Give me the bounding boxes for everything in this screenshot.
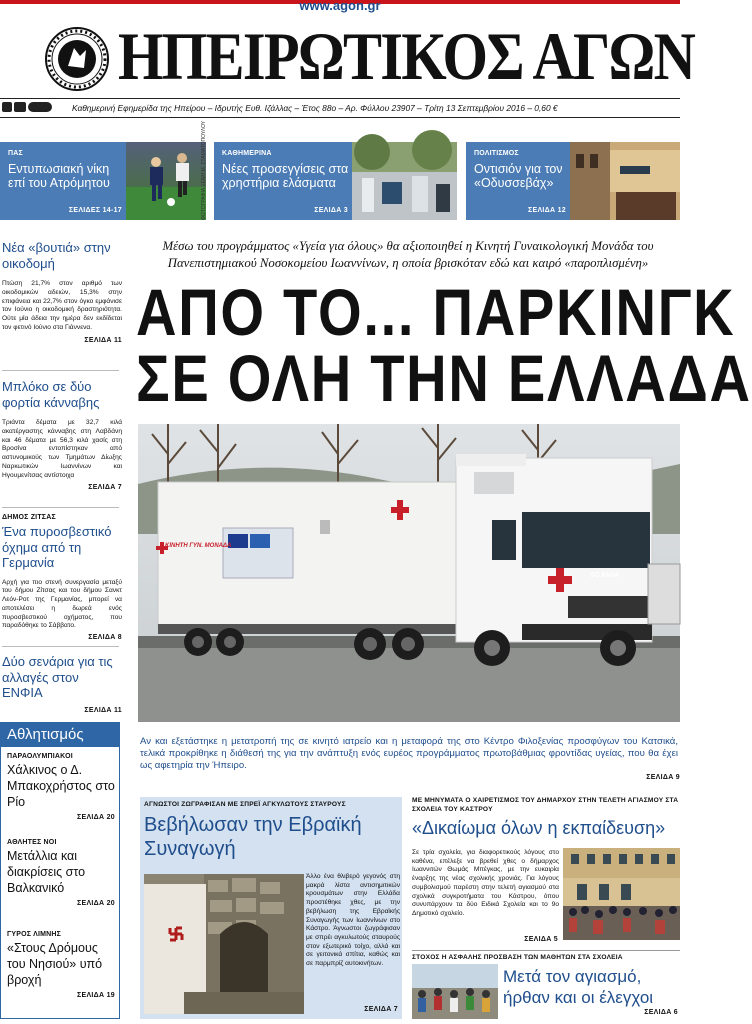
teaser-kathimerina-photo: [352, 142, 457, 220]
education-story[interactable]: [412, 797, 680, 839]
synagogue-page: ΣΕΛΙΔΑ 7: [364, 1006, 398, 1013]
sidebar-divider: [2, 370, 119, 371]
lead-headline-line1[interactable]: ΑΠΟ ΤΟ... ΠΑΡΚΙΝΓΚ: [136, 275, 736, 349]
sidebar-kicker: ΔΗΜΟΣ ΖΙΤΣΑΣ: [2, 514, 56, 521]
teaser-pas-photo: [126, 120, 207, 220]
masthead-small-icons: [2, 102, 54, 114]
teaser-page: ΣΕΛΙΔΑ 3: [314, 207, 348, 214]
sidebar-item-oikodomi[interactable]: [2, 240, 122, 344]
teaser-pas[interactable]: [0, 142, 126, 220]
sports-item-gyros[interactable]: [7, 931, 115, 999]
lead-headline-line2[interactable]: ΣΕ ΟΛΗ ΤΗΝ ΕΛΛΑΔΑ: [136, 341, 752, 415]
sidebar-body: Αρχή για πιο στενή συνεργασία μεταξύ του δήμου Ζίτσας και του δήμου Σανκτ Λεόν-Ροτ της Γερμανίας, μπορεί να αποτελέσει η δωρεά ενός πυροσβεστικού οχήματος, που παραδόθηκε το Σάββατο.: [2, 578, 122, 630]
sidebar-divider: [2, 507, 119, 508]
sidebar-item-kannavi[interactable]: [2, 379, 122, 491]
blessing-headline[interactable]: Μετά τον αγιασμό, ήρθαν και οι έλεγχοι: [503, 967, 654, 1007]
sports-label: Αθλητισμός: [1, 723, 119, 747]
education-kicker: ΜΕ ΜΗΝΥΜΑΤΑ Ο ΧΑΙΡΕΤΙΣΜΟΣ ΤΟΥ ΔΗΜΑΡΧΟΥ ΣΤΗΝ ΤΕΛΕΤΗ ΑΓΙΑΣΜΟΥ ΣΤΑ ΣΧΟΛΕΙΑ ΤΟΥ ΚΑΣΤΡΟΥ: [412, 797, 679, 813]
masthead-divider: [0, 98, 680, 99]
education-divider: [412, 950, 680, 951]
sports-kicker: ΓΥΡΟΣ ΛΙΜΝΗΣ: [7, 931, 62, 938]
teaser-headline: Οντισιόν για τον «Οδυσσεβάχ»: [474, 162, 563, 190]
lead-intro: Μέσω του προγράμματος «Υγεία για όλους» θα αξιοποιηθεί η Κινητή Γυναικολογική Μονάδα του Πανεπιστημιακού Νοσοκομείου Ιωαννίνων, η οποία βρισκόταν εδώ και καιρό «παροπλισμένη»: [162, 239, 654, 270]
sports-page: ΣΕΛΙΔΑ 19: [76, 992, 115, 999]
teaser-kicker: ΚΑΘΗΜΕΡΙΝΑ: [222, 150, 272, 157]
teaser-headline: Εντυπωσιακή νίκη επί του Ατρόμητου: [8, 162, 110, 190]
sports-headline: «Στους Δρόμους του Νησιού» υπό βροχή: [7, 941, 103, 987]
masthead-logo-icon: [44, 26, 110, 92]
truck-brand: SCANIA: [590, 572, 620, 579]
teaser-kicker: ΠΟΛΙΤΙΣΜΟΣ: [474, 150, 519, 157]
truck-side-text: ΚΙΝΗΤΗ ΓΥΝ. ΜΟΝΑΔΑ: [165, 543, 232, 549]
synagogue-photo: [144, 874, 304, 1014]
sports-kicker: ΑΘΛΗΤΕΣ ΝΟΙ: [7, 839, 57, 846]
masthead-subtitle: Καθημερινή Εφημερίδα της Ηπείρου – Ιδρυτής Ευθ. Ιζάλλας – Έτος 88ο – Αρ. Φύλλου 23907 – Τρίτη 13 Σεπτεμβρίου 2016 – 0,60 €: [72, 103, 558, 113]
sidebar-page: ΣΕΛΙΔΑ 11: [84, 706, 122, 714]
masthead-title: ΗΠΕΙΡΩΤΙΚΟΣ ΑΓΩΝ: [118, 18, 695, 94]
sidebar-headline: Μπλόκο σε δύο φορτία κάνναβης: [2, 379, 100, 410]
sports-headline: Μετάλλια και διακρίσεις στο Βαλκανικό: [7, 849, 86, 895]
sidebar-item-zitsa[interactable]: [2, 514, 122, 641]
teaser-politismos-photo: [570, 142, 680, 220]
sidebar-page: ΣΕΛΙΔΑ 8: [88, 634, 122, 642]
education-headline: «Δικαίωμα όλων η εκπαίδευση»: [412, 818, 666, 838]
teaser-page: ΣΕΛΙΔΑ 12: [527, 207, 566, 214]
sports-page: ΣΕΛΙΔΑ 20: [76, 814, 115, 821]
education-body: Σε τρία σχολεία, για διαφορετικούς λόγους στο καθένα, επέλεξε να βρεθεί χθες ο δήμαρχος Ιωαννιτών Θωμάς Μπέγκας, με την ευκαιρία έναρξης της νέας σχολικής χρονιάς. Για λόγους συμβολισμού παρέστη στην τελετή αγιασμού στα σχολικά συγκροτήματα του Κάστρου, όπου συνυπάρχουν τα δύο Ειδικά Σχολεία και το 9ο Δημοτικό σχολείο.: [412, 849, 559, 917]
sports-headline: Χάλκινος ο Δ. Μπακοχρήστος στο Ρίο: [7, 763, 115, 809]
teaser-headline: Νέες προσεγγίσεις στα χρηστήρια ελάσματα: [222, 162, 349, 190]
synagogue-headline: Βεβήλωσαν την Εβραϊκή Συναγωγή: [144, 814, 362, 860]
sidebar-headline: Νέα «βουτιά» στην οικοδομή: [2, 240, 111, 271]
sports-kicker: ΠΑΡΑΟΛΥΜΠΙΑΚΟΙ: [7, 753, 73, 760]
sidebar-headline: Ένα πυροσβεστικό όχημα από τη Γερμανία: [2, 524, 112, 570]
sidebar-body: Πτώση 21,7% στον αριθμό των οικοδομικών αδειών, 15,3% στην επιφάνεια και 22,7% στον όγκο εμφάνισε τον Ιούνιο η οικοδομική δραστηριότητα. Ούτε μία άδεια την ημέρα δεν εκδίδεται τον φετινό Ιούνιο στα Γιάννενα.: [2, 280, 122, 331]
synagogue-body: Άλλο ένα θλιβερό γεγονός στη μακρά λίστα αντισημιτικών κρουσμάτων στην Ελλάδα προστέθηκε χθες, με την βεβήλωση της Εβραϊκής Συναγωγής των Ιωαννίνων στο Κάστρο. Άγνωστοι ζωγράφισαν με σπρέι αγκυλωτούς σταυρούς στον εξωτερικό τοίχο, αλλά και σε γειτονικά σπίτια, καθώς και σε παρμπρίζ αυτοκινήτων.: [306, 873, 400, 968]
education-photo: [563, 848, 680, 940]
sports-box: [0, 722, 120, 1019]
sidebar-divider: [2, 646, 119, 647]
sidebar-page: ΣΕΛΙΔΑ 7: [88, 483, 122, 491]
teaser-pas-credit: ΦΩΤΟΓΡΑΦΙΑ ΞΕΝΗ Μ. ΣΤΑΜΑΤΟΠΟΥΛΟΥ: [201, 120, 207, 220]
lead-page: ΣΕΛΙΔΑ 9: [646, 774, 680, 781]
sidebar-page: ΣΕΛΙΔΑ 11: [84, 336, 122, 344]
synagogue-kicker: ΑΓΝΩΣΤΟΙ ΖΩΓΡΑΦΙΣΑΝ ΜΕ ΣΠΡΕΪ ΑΓΚΥΛΩΤΟΥΣ ΣΤΑΥΡΟΥΣ: [144, 801, 346, 808]
sidebar-headline: Δύο σενάρια για τις αλλαγές στον ΕΝΦΙΑ: [2, 654, 113, 700]
site-url[interactable]: www.agon.gr: [299, 0, 381, 13]
masthead-divider-bottom: [0, 117, 680, 118]
blessing-photo: [412, 964, 498, 1019]
sports-page: ΣΕΛΙΔΑ 20: [76, 900, 115, 907]
sidebar-body: Τριάντα δέματα με 32,7 κιλά ακατέργαστης κάνναβης στη Λαβδάνη και 46 δέματα με 56,3 κιλά χασίς στη Βροσίνα εντοπίστηκαν από αστυνομικούς των Τμημάτων Δίωξης Ναρκωτικών Ιωαννίνων και Ηγουμενίτσας αντίστοιχα: [2, 419, 122, 479]
teaser-politismos[interactable]: [466, 142, 570, 220]
blessing-kicker: ΣΤΟΧΟΣ Η ΑΣΦΑΛΗΣ ΠΡΟΣΒΑΣΗ ΤΩΝ ΜΑΘΗΤΩΝ ΣΤΑ ΣΧΟΛΕΙΑ: [412, 954, 623, 961]
education-page: ΣΕΛΙΔΑ 5: [524, 936, 558, 943]
sports-item-athlites[interactable]: [7, 839, 115, 907]
lead-caption: Αν και εξετάστηκε η μετατροπή της σε κινητό ιατρείο και η μεταφορά της στο Κέντρο Φιλοξενίας προσφύγων του Κατσικά, τελικά προκρίθηκε η διάθεσή της για την ανάπτυξη ενός ευρέος προγράμματος πρωτοβάθμιας φροντίδας υγείας, που θα έχει ως αφετηρία την Ήπειρο.: [140, 736, 678, 771]
teaser-kicker: ΠΑΣ: [8, 150, 23, 157]
sports-item-paraolympiakoi[interactable]: [7, 753, 115, 821]
blessing-page: ΣΕΛΙΔΑ 6: [644, 1009, 678, 1016]
teaser-page: ΣΕΛΙΔΕΣ 14-17: [68, 207, 122, 214]
teaser-kathimerina[interactable]: [214, 142, 352, 220]
sidebar-item-enfia[interactable]: [2, 654, 122, 714]
